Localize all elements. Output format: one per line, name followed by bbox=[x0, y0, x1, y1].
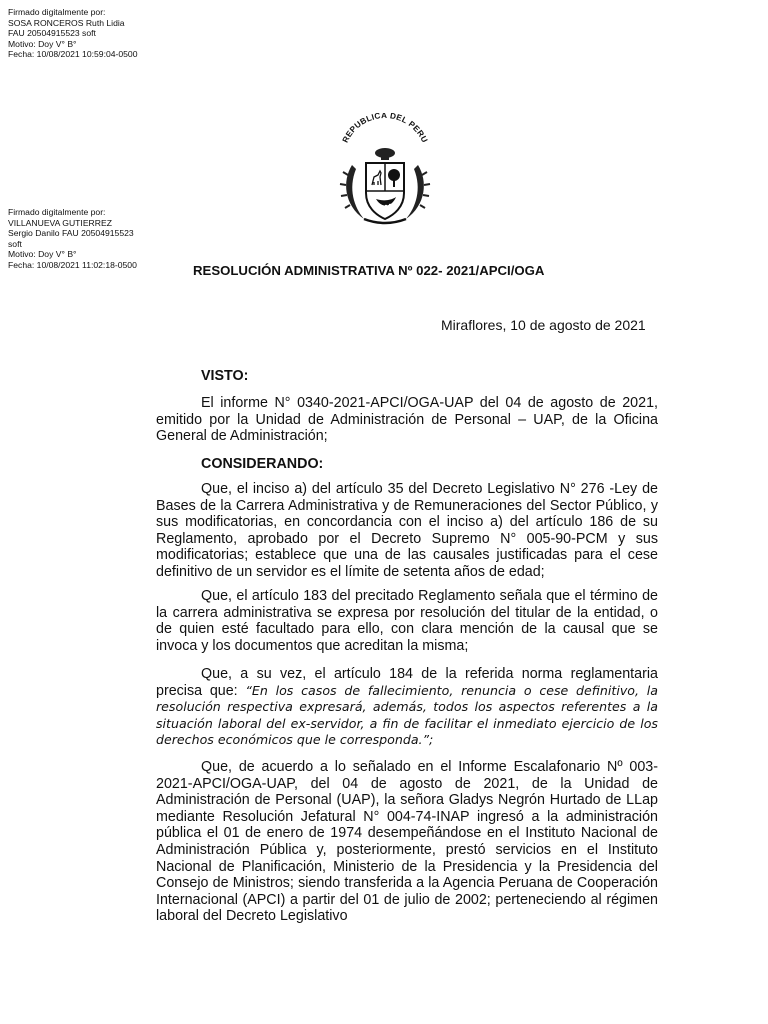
signature-line: Sergio Danilo FAU 20504915523 bbox=[8, 228, 134, 239]
signature-line: VILLANUEVA GUTIERREZ bbox=[8, 217, 112, 228]
signature-line: Motivo: Doy V° B° bbox=[8, 38, 77, 49]
digital-signature-stamp-1 bbox=[8, 7, 158, 60]
svg-text:REPUBLICA DEL PERU: REPUBLICA DEL PERU bbox=[340, 113, 430, 145]
signature-line: SOSA RONCEROS Ruth Lidia bbox=[8, 17, 125, 28]
paragraph-3-intro: Que, a su vez, el artículo 184 de la referida norma reglamentaria precisa que: bbox=[156, 666, 658, 699]
paragraph-3-quote: “En los casos de fallecimiento, renuncia o cese definitivo, la resolución respectiva expresará, además, todos los aspectos referentes a la situación laboral del ex-servidor, a fin de facilitar el inmediato ejercicio de los derechos económicos que le corresponda.”; bbox=[156, 682, 658, 748]
considerando-paragraph-2: Que, el artículo 183 del precitado Reglamento señala que el término de la carrera administrativa se expresa por resolución del titular de la entidad, o de quien esté facultado para ello, con clara mención de la causal que se invoca y los documentos que acreditan la misma; bbox=[156, 588, 658, 654]
signature-line: Firmado digitalmente por: bbox=[8, 7, 106, 17]
digital-signature-stamp-2 bbox=[8, 207, 148, 271]
document-title: RESOLUCIÓN ADMINISTRATIVA Nº 022- 2021/APCI/OGA bbox=[193, 263, 545, 278]
visto-heading: VISTO: bbox=[201, 368, 249, 384]
signature-line: Fecha: 10/08/2021 11:02:18-0500 bbox=[8, 259, 137, 270]
considerando-heading: CONSIDERANDO: bbox=[201, 456, 324, 472]
visto-paragraph: El informe N° 0340-2021-APCI/OGA-UAP del 04 de agosto de 2021, emitido por la Unidad de Administración de Personal – UAP, de la Oficina General de Administración; bbox=[156, 395, 658, 445]
considerando-paragraph-1: Que, el inciso a) del artículo 35 del Decreto Legislativo N° 276 -Ley de Bases de la Carrera Administrativa y de Remuneraciones del Sector Público, y sus modificatorias, en concordancia con el inciso a) del artículo 186 de su Reglamento, aprobado por el Decreto Supremo N° 005-90-PCM y sus modificatorias; establece que una de las causales justificadas para el cese definitivo de un servidor es el límite de setenta años de edad; bbox=[156, 481, 658, 580]
coat-of-arms-peru-icon bbox=[330, 113, 440, 228]
signature-line: soft bbox=[8, 238, 22, 249]
considerando-paragraph-3 bbox=[156, 666, 658, 749]
signature-line: Firmado digitalmente por: bbox=[8, 207, 106, 217]
considerando-paragraph-4: Que, de acuerdo a lo señalado en el Informe Escalafonario Nº 003-2021-APCI/OGA-UAP, del 04 de agosto de 2021, de la Unidad de Administración de Personal (UAP), la señora Gladys Negrón Hurtado de LLap mediante Resolución Jefatural N° 004-74-INAP ingresó a la administración pública el 01 de enero de 1974 desempeñándose en el Instituto Nacional de Administración Pública y, posteriormente, prestó servicios en el Instituto Nacional de Planificación, Ministerio de la Presidencia y la Presidencia del Consejo de Ministros; siendo transferida a la Agencia Peruana de Cooperación Internacional (APCI) a partir del 01 de julio de 2002; perteneciendo al régimen laboral del Decreto Legislativo bbox=[156, 759, 658, 925]
signature-line: Motivo: Doy V° B° bbox=[8, 249, 77, 260]
signature-line: Fecha: 10/08/2021 10:59:04-0500 bbox=[8, 49, 138, 60]
signature-line: FAU 20504915523 soft bbox=[8, 28, 96, 39]
document-date: Miraflores, 10 de agosto de 2021 bbox=[441, 317, 646, 333]
